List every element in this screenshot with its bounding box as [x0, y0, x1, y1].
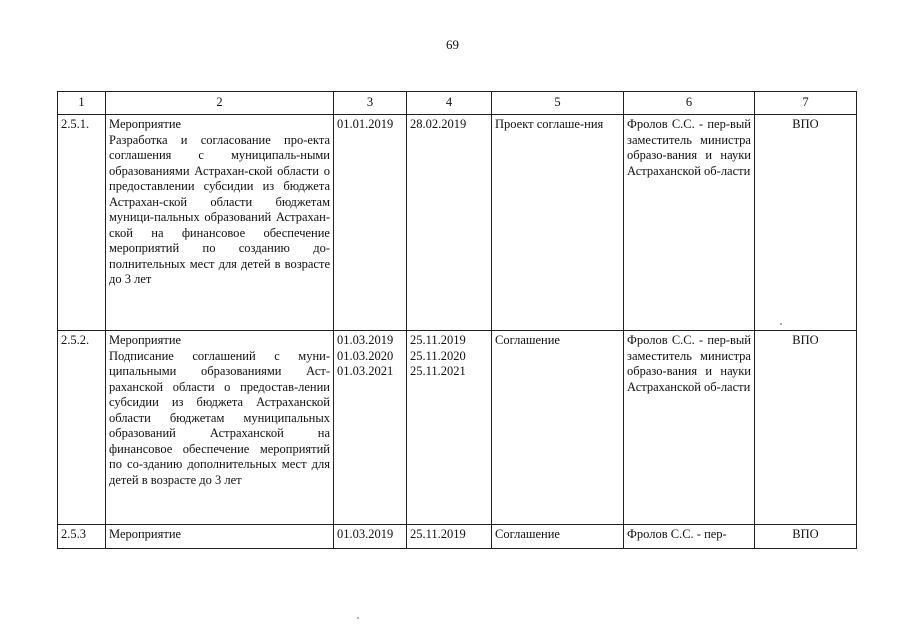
start-date: 01.03.2019 01.03.2020 01.03.2021	[334, 331, 407, 525]
header-cell: 2	[106, 92, 334, 115]
header-row	[58, 92, 857, 115]
header-cell: 4	[407, 92, 492, 115]
header-cell: 6	[624, 92, 755, 115]
scan-speck	[357, 617, 359, 619]
start-date: 01.01.2019	[334, 115, 407, 331]
activity-title: Мероприятие	[109, 117, 182, 131]
start-date: 01.03.2019	[334, 525, 407, 549]
header-cell: 1	[58, 92, 106, 115]
activity-title: Мероприятие	[109, 527, 182, 541]
end-date: 25.11.2019 25.11.2020 25.11.2021	[407, 331, 492, 525]
table-row	[58, 331, 857, 525]
activity-description: Разработка и согласование про-екта соглашения с муниципаль-ными образованиями Астрахан-ской области о предоставлении субсидии из бюджета Астрахан-ской области бюджетам муници-пальных образований Астрахан-ской на финансовое обеспечение мероприятий по созданию до-полнительных мест для детей в возрасте до 3 лет	[109, 132, 330, 286]
activity-description: Подписание соглашений с муни-ципальными образованиями Аст-раханской области о предостав-лении субсидии из бюджета Астраханской области бюджетам муниципальных образований Астраханской на финансовое обеспечение мероприятий по со-зданию дополнительных мест для детей в возрасте до 3 лет	[109, 348, 330, 487]
row-number: 2.5.1.	[58, 115, 106, 331]
scan-speck	[780, 323, 782, 325]
activity-cell	[106, 525, 334, 549]
org-cell: ВПО	[755, 331, 857, 525]
responsible-cell: Фролов С.С. - пер-	[624, 525, 755, 549]
row-number: 2.5.3	[58, 525, 106, 549]
result-cell: Соглашение	[492, 525, 624, 549]
responsible-cell: Фролов С.С. - пер-вый заместитель министра образо-вания и науки Астраханской об-ласти	[624, 331, 755, 525]
header-cell: 3	[334, 92, 407, 115]
table-row	[58, 115, 857, 331]
activities-table	[57, 91, 857, 549]
org-cell: ВПО	[755, 525, 857, 549]
activity-title: Мероприятие	[109, 333, 182, 347]
responsible-cell: Фролов С.С. - пер-вый заместитель министра образо-вания и науки Астраханской об-ласти	[624, 115, 755, 331]
org-cell: ВПО	[755, 115, 857, 331]
result-cell: Соглашение	[492, 331, 624, 525]
activity-cell	[106, 331, 334, 525]
row-number: 2.5.2.	[58, 331, 106, 525]
result-cell: Проект соглаше-ния	[492, 115, 624, 331]
header-cell: 5	[492, 92, 624, 115]
header-cell: 7	[755, 92, 857, 115]
page-number: 69	[446, 37, 459, 52]
end-date: 28.02.2019	[407, 115, 492, 331]
table-row	[58, 525, 857, 549]
activity-cell	[106, 115, 334, 331]
end-date: 25.11.2019	[407, 525, 492, 549]
